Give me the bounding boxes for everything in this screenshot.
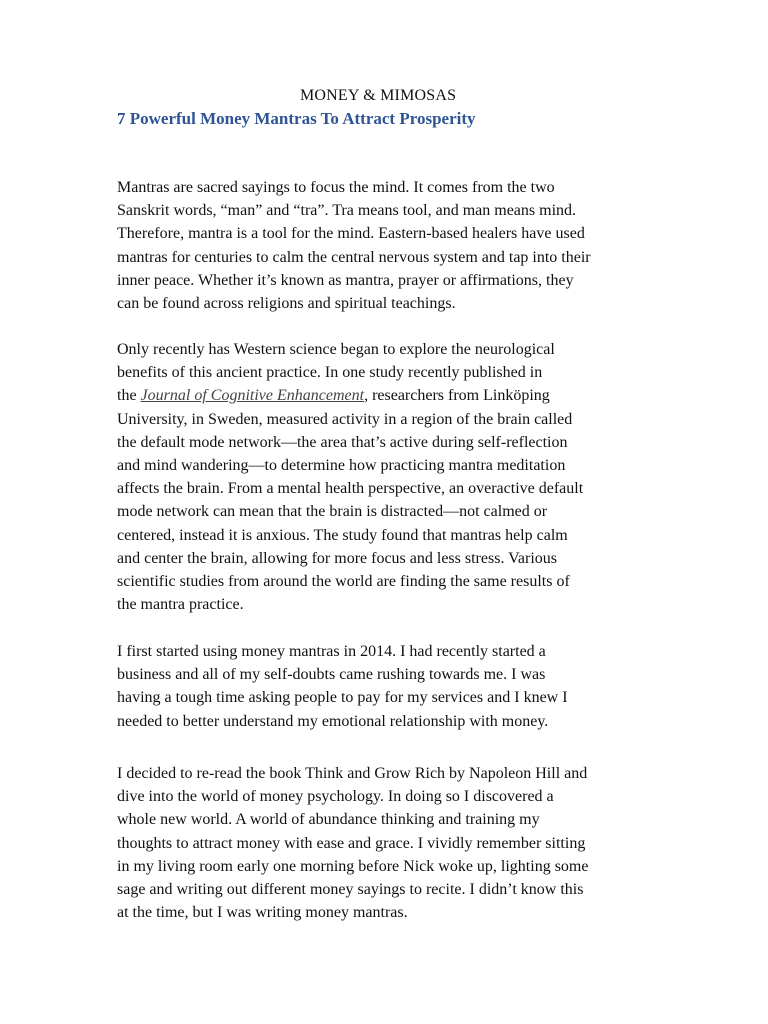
text-line: inner peace. Whether it’s known as mantra, prayer or affirmations, they bbox=[117, 271, 574, 289]
text-line: scientific studies from around the world are finding the same results of bbox=[117, 573, 570, 591]
paragraph-think-grow-rich bbox=[117, 762, 657, 924]
text-line: needed to better understand my emotional relationship with money. bbox=[117, 712, 549, 730]
paragraph-science bbox=[117, 338, 657, 616]
journal-link[interactable]: Journal of Cognitive Enhancement bbox=[140, 387, 365, 405]
text-line: centered, instead it is anxious. The study found that mantras help calm bbox=[117, 526, 568, 544]
text-line: sage and writing out different money sayings to recite. I didn’t know this bbox=[117, 881, 584, 899]
text-line: mantras for centuries to calm the central nervous system and tap into their bbox=[117, 248, 591, 266]
text-fragment: , researchers from Linköping bbox=[364, 387, 550, 405]
text-line: Therefore, mantra is a tool for the mind. Eastern-based healers have used bbox=[117, 225, 585, 243]
text-line: the default mode network—the area that’s active during self-reflection bbox=[117, 433, 568, 451]
text-line-with-link bbox=[117, 384, 657, 407]
text-line: in my living room early one morning before Nick woke up, lighting some bbox=[117, 857, 589, 875]
text-line: I decided to re-read the book Think and Grow Rich by Napoleon Hill and bbox=[117, 765, 588, 782]
text-line: affects the brain. From a mental health perspective, an overactive default bbox=[117, 480, 584, 498]
text-line: the mantra practice. bbox=[117, 596, 244, 614]
text-fragment: the bbox=[117, 387, 141, 405]
publication-header: MONEY & MIMOSAS bbox=[300, 87, 457, 104]
text-line: dive into the world of money psychology. In doing so I discovered a bbox=[117, 788, 554, 806]
text-line: Mantras are sacred sayings to focus the mind. It comes from the two bbox=[117, 179, 555, 196]
text-line: and mind wandering—to determine how practicing mantra meditation bbox=[117, 457, 566, 475]
text-line: I first started using money mantras in 2014. I had recently started a bbox=[117, 643, 546, 660]
text-line: at the time, but I was writing money mantras. bbox=[117, 904, 408, 922]
text-line: Sanskrit words, “man” and “tra”. Tra means tool, and man means mind. bbox=[117, 202, 577, 220]
paragraph-first-use bbox=[117, 640, 657, 733]
text-line: having a tough time asking people to pay for my services and I knew I bbox=[117, 689, 568, 707]
text-line: whole new world. A world of abundance thinking and training my bbox=[117, 811, 540, 829]
paragraph-intro bbox=[117, 176, 657, 315]
text-line: business and all of my self-doubts came rushing towards me. I was bbox=[117, 666, 546, 684]
text-line: University, in Sweden, measured activity in a region of the brain called bbox=[117, 410, 573, 428]
text-line: mode network can mean that the brain is distracted—not calmed or bbox=[117, 503, 548, 521]
text-line: benefits of this ancient practice. In one study recently published in bbox=[117, 364, 543, 382]
text-line: can be found across religions and spiritual teachings. bbox=[117, 295, 456, 313]
text-line: and center the brain, allowing for more focus and less stress. Various bbox=[117, 549, 558, 567]
text-line: Only recently has Western science began to explore the neurological bbox=[117, 341, 555, 358]
text-line: thoughts to attract money with ease and grace. I vividly remember sitting bbox=[117, 834, 586, 852]
article-title: 7 Powerful Money Mantras To Attract Prosperity bbox=[117, 109, 476, 128]
